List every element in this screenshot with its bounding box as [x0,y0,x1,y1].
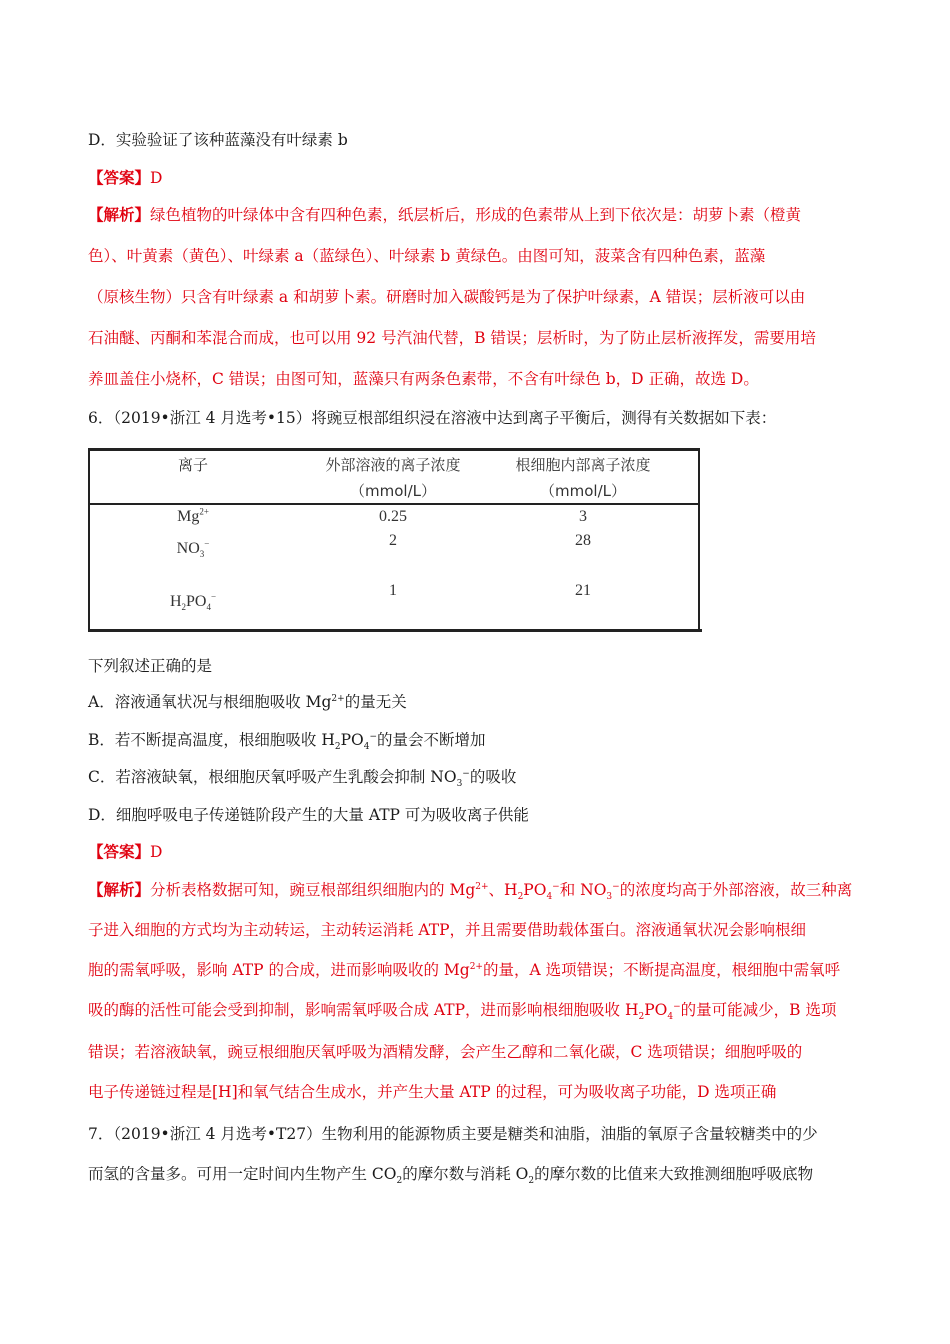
analysis-2-line-1: 【解析】分析表格数据可知，豌豆根部组织细胞内的 $Mg^{2+}$、$H_2PO_4^-$和 $NO_3^-$的浓度均高于外部溶液，故三种离 [88,880,853,903]
table-unit-outside: （mmol/L） [350,482,436,500]
table-row-mg-ion: $Mg^{2+}$ [177,506,209,525]
table-border-right [698,448,700,632]
analysis-1-line-4: 石油醚、丙酮和苯混合而成，也可以用 92 号汽油代替，B 错误；层析时，为了防止层析液挥发，需要用培 [88,329,816,347]
answer-value: D [150,169,163,187]
table-border-left [88,448,90,632]
analysis-label: 【解析】 [88,205,151,224]
answer-line-2 [88,840,868,862]
option-d-previous: D．实验验证了该种蓝藻没有叶绿素 b [88,131,348,149]
option-c: C．若溶液缺氧，根细胞厌氧呼吸产生乳酸会抑制 $NO_3^-$的吸收 [88,768,517,790]
table-border-bottom [88,629,702,632]
analysis-1-line-1: 【解析】绿色植物的叶绿体中含有四种色素，纸层析后，形成的色素带从上到下依次是：胡萝卜素（橙黄 [88,205,802,224]
table-border-header [88,503,700,505]
analysis-2-line-4: 吸的酶的活性可能会受到抑制，影响需氧呼吸合成 ATP，进而影响根细胞吸收 $H_2PO_4^-$的量可能减少，B 选项 [88,1001,837,1023]
table-row-mg-outside: 0.25 [379,508,407,525]
analysis-2-line-2: 子进入细胞的方式均为主动转运，主动转运消耗 ATP，并且需要借助载体蛋白。溶液通氧状况会影响根细 [88,921,807,939]
analysis-label: 【解析】 [88,880,151,899]
analysis-1-line-5: 养皿盖住小烧杯，C 错误；由图可知，蓝藻只有两条色素带，不含有叶绿色 b，D 正确，故选 D。 [88,370,759,388]
option-a: A．溶液通氧状况与根细胞吸收 $Mg^{2+}$的量无关 [88,693,407,711]
table-row-mg-inside: 3 [579,508,587,525]
option-b: B．若不断提高温度，根细胞吸收 $H_2PO_4^-$的量会不断增加 [88,731,486,753]
table-row-no3-ion: $NO_3^-$ [176,538,210,560]
table-row-no3-inside: 28 [575,532,591,549]
table-unit-inside: （mmol/L） [540,482,626,500]
table-header-inside: 根细胞内部离子浓度 [515,456,651,474]
analysis-2-line-5: 错误；若溶液缺氧，豌豆根细胞厌氧呼吸为酒精发酵，会产生乙醇和二氧化碳，C 选项错误；细胞呼吸的 [88,1043,803,1061]
ion-concentration-table [88,448,702,633]
question-7-line-1: 7．（2019•浙江 4 月选考•T27）生物利用的能源物质主要是糖类和油脂，油脂的氧原子含量较糖类中的少 [88,1125,818,1143]
answer-label: 【答案】 [88,842,151,861]
table-header-ion: 离子 [177,456,208,474]
table-header-outside: 外部溶液的离子浓度 [325,456,461,474]
table-border-top [88,448,700,451]
analysis-1-line-3: （原核生物）只含有叶绿素 a 和胡萝卜素。研磨时加入碳酸钙是为了保护叶绿素，A 错误；层析液可以由 [88,288,806,306]
table-row-h2po4-inside: 21 [575,582,591,599]
question-7-line-2: 而氢的含量多。可用一定时间内生物产生 $CO_2$的摩尔数与消耗 $O_2$的摩尔数的比值来大致推测细胞呼吸底物 [88,1165,814,1187]
option-d: D．细胞呼吸电子传递链阶段产生的大量 ATP 可为吸收离子供能 [88,806,529,824]
answer-label: 【答案】 [88,168,151,187]
question-6-stem: 6．（2019•浙江 4 月选考•15）将豌豆根部组织浸在溶液中达到离子平衡后，测得有关数据如下表： [88,409,777,427]
analysis-2-line-6: 电子传递链过程是[H]和氧气结合生成水，并产生大量 ATP 的过程，可为吸收离子功能，D 选项正确 [88,1083,777,1101]
answer-value: D [150,843,163,861]
table-row-no3-outside: 2 [389,532,397,549]
table-row-h2po4-ion: $H_2PO_4^-$ [169,591,217,613]
table-row-h2po4-outside: 1 [389,582,397,599]
analysis-1-line-2: 色）、叶黄素（黄色）、叶绿素 a（蓝绿色）、叶绿素 b 黄绿色。由图可知，菠菜含有四种色素，蓝藻 [88,247,766,265]
analysis-2-line-3: 胞的需氧呼吸，影响 ATP 的合成，进而影响吸收的 $Mg^{2+}$的量，A 选项错误；不断提高温度，根细胞中需氧呼 [88,961,841,979]
answer-line-1 [88,166,868,188]
question-6-prompt: 下列叙述正确的是 [88,657,213,675]
